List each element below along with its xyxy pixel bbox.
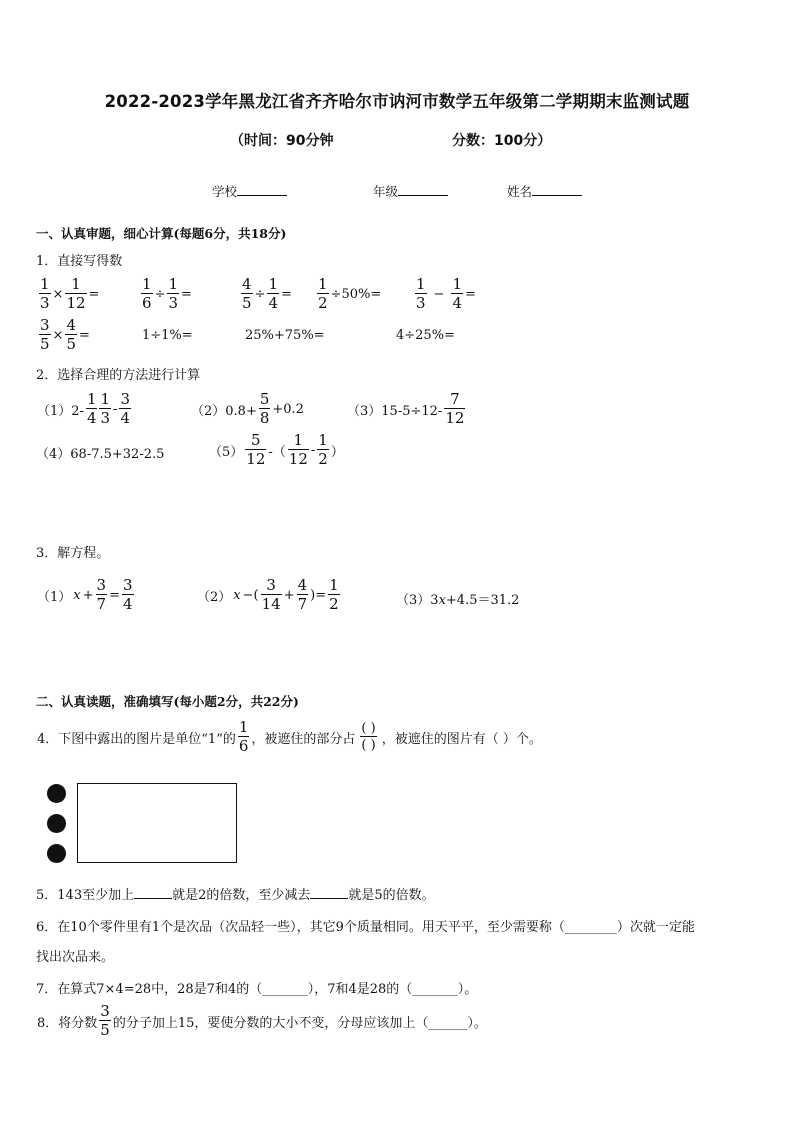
q5-text: 5．143至少加上 就是2的倍数，至少减去 就是5的倍数。 (36, 888, 435, 903)
grade-field (373, 182, 448, 200)
section2-heading: 二、认真读题，准确填写(每小题2分，共22分) (36, 694, 299, 709)
q2-part-3: （3）15-5÷12- $\frac{7}{12}$ (347, 390, 465, 427)
fraction: $\frac{3}{14}$ (261, 576, 281, 613)
fraction: $\frac{3}{4}$ (122, 576, 133, 613)
fraction: $\frac{1}{4}$ (86, 390, 97, 427)
fraction: $\frac{3}{7}$ (96, 576, 107, 613)
cover-rectangle (77, 783, 237, 863)
fraction: $\frac{1}{3}$ (40, 275, 50, 312)
q1-item-2: $\frac{1}{6}$ ÷ $\frac{1}{3}$ = (142, 275, 192, 312)
fraction: $\frac{1}{2}$ (329, 576, 339, 613)
fraction: $\frac{1}{2}$ (318, 275, 328, 312)
grade-label: 年级 (373, 184, 399, 199)
grade-blank[interactable] (398, 183, 448, 196)
school-label: 学校 (212, 184, 238, 199)
q2-title: 2．选择合理的方法进行计算 (36, 368, 201, 383)
q2-part-5: （5） $\frac{5}{12}$ -（ $\frac{1}{12}$ - $\frac{1}{2}$ ） (209, 431, 344, 468)
q7-text: 7．在算式7×4=28中，28是7和4的（_______），7和4是28的（_______）。 (36, 982, 478, 997)
q2-part-1: （1）2- $\frac{1}{4}$ $\frac{1}{3}$ - $\frac{3}{4}$ (37, 390, 130, 427)
page-title: 2022-2023学年黑龙江省齐齐哈尔市讷河市数学五年级第二学期期末监测试题 (104, 92, 690, 111)
school-field (212, 182, 287, 200)
q1-item-9: 4÷25%= (396, 328, 455, 343)
q1-item-6: $\frac{3}{5}$ × $\frac{4}{5}$ = (40, 316, 90, 353)
fraction: $\frac{3}{5}$ (100, 1002, 110, 1039)
q1-item-5: $\frac{1}{3}$ − $\frac{1}{4}$ = (416, 275, 476, 312)
section1-heading: 一、认真审题，细心计算(每题6分，共18分) (36, 226, 287, 241)
q2-part-2: （2）0.8+ $\frac{5}{8}$ +0.2 (191, 390, 304, 427)
fraction: $\frac{4}{5}$ (242, 275, 252, 312)
fraction: $\frac{4}{5}$ (66, 316, 76, 353)
fraction: $\frac{5}{8}$ (259, 390, 270, 427)
fraction: $\frac{1}{3}$ (416, 275, 426, 312)
q2-part-4: （4）68-7.5+32-2.5 (36, 447, 165, 462)
fraction: $\frac{7}{12}$ (445, 390, 465, 427)
fraction: $\frac{1}{4}$ (452, 275, 462, 312)
fraction: $\frac{4}{7}$ (297, 576, 308, 613)
fraction: $\frac{5}{12}$ (246, 431, 266, 468)
fraction: $\frac{1}{3}$ (100, 390, 111, 427)
q4-text: 4．下图中露出的图片是单位“1”的 $\frac{1}{6}$ ，被遮住的部分占 $\frac{( )}{( )}$ ，被遮住的图片有（ ）个。 (37, 718, 542, 755)
fraction: $\frac{3}{4}$ (120, 390, 130, 427)
answer-fraction[interactable]: $\frac{( )}{( )}$ (361, 721, 376, 753)
fraction: $\frac{1}{3}$ (168, 275, 178, 312)
q1-item-1: $\frac{1}{3}$ × $\frac{1}{12}$ = (40, 275, 100, 312)
q3-title: 3．解方程。 (36, 546, 110, 561)
q1-title: 1．直接写得数 (36, 254, 123, 269)
fraction: $\frac{1}{12}$ (66, 275, 86, 312)
q1-item-4: $\frac{1}{2}$ ÷50%= (318, 275, 382, 312)
fraction: $\frac{3}{5}$ (40, 316, 50, 353)
name-field (507, 182, 582, 200)
q6-line-1: 6．在10个零件里有1个是次品（次品轻一些），其它9个质量相同。用天平平，至少需要称（________）次就一定能 (36, 920, 695, 935)
q5-blank-1[interactable] (134, 886, 172, 899)
q6-line-2: 找出次品来。 (36, 950, 115, 965)
fraction: $\frac{1}{6}$ (238, 718, 249, 755)
q3-equation-2: （2） x −( $\frac{3}{14}$ + $\frac{4}{7}$ )= $\frac{1}{2}$ (197, 576, 339, 613)
fraction: $\frac{1}{4}$ (268, 275, 278, 312)
black-dot (47, 844, 66, 863)
black-dot (47, 784, 66, 803)
name-label: 姓名 (507, 184, 533, 199)
q1-item-3: $\frac{4}{5}$ ÷ $\frac{1}{4}$ = (242, 275, 292, 312)
q8-text: 8．将分数 $\frac{3}{5}$ 的分子加上15，要使分数的大小不变，分母应该加上（______）。 (37, 1002, 487, 1039)
q5-blank-2[interactable] (310, 886, 348, 899)
q3-equation-3: （3）3x+4.5＝31.2 (396, 593, 520, 608)
black-dot (47, 814, 66, 833)
school-blank[interactable] (237, 183, 287, 196)
fraction: $\frac{1}{2}$ (318, 431, 328, 468)
name-blank[interactable] (532, 183, 582, 196)
q1-item-7: 1÷1%= (142, 328, 193, 343)
exam-score: 分数：100分） (452, 133, 552, 149)
fraction: $\frac{1}{12}$ (288, 431, 308, 468)
exam-time: （时间：90分钟 (230, 133, 334, 149)
q3-equation-1: （1） x + $\frac{3}{7}$ = $\frac{3}{4}$ (37, 576, 133, 613)
fraction: $\frac{1}{6}$ (142, 275, 152, 312)
q1-item-8: 25%+75%= (245, 328, 325, 343)
